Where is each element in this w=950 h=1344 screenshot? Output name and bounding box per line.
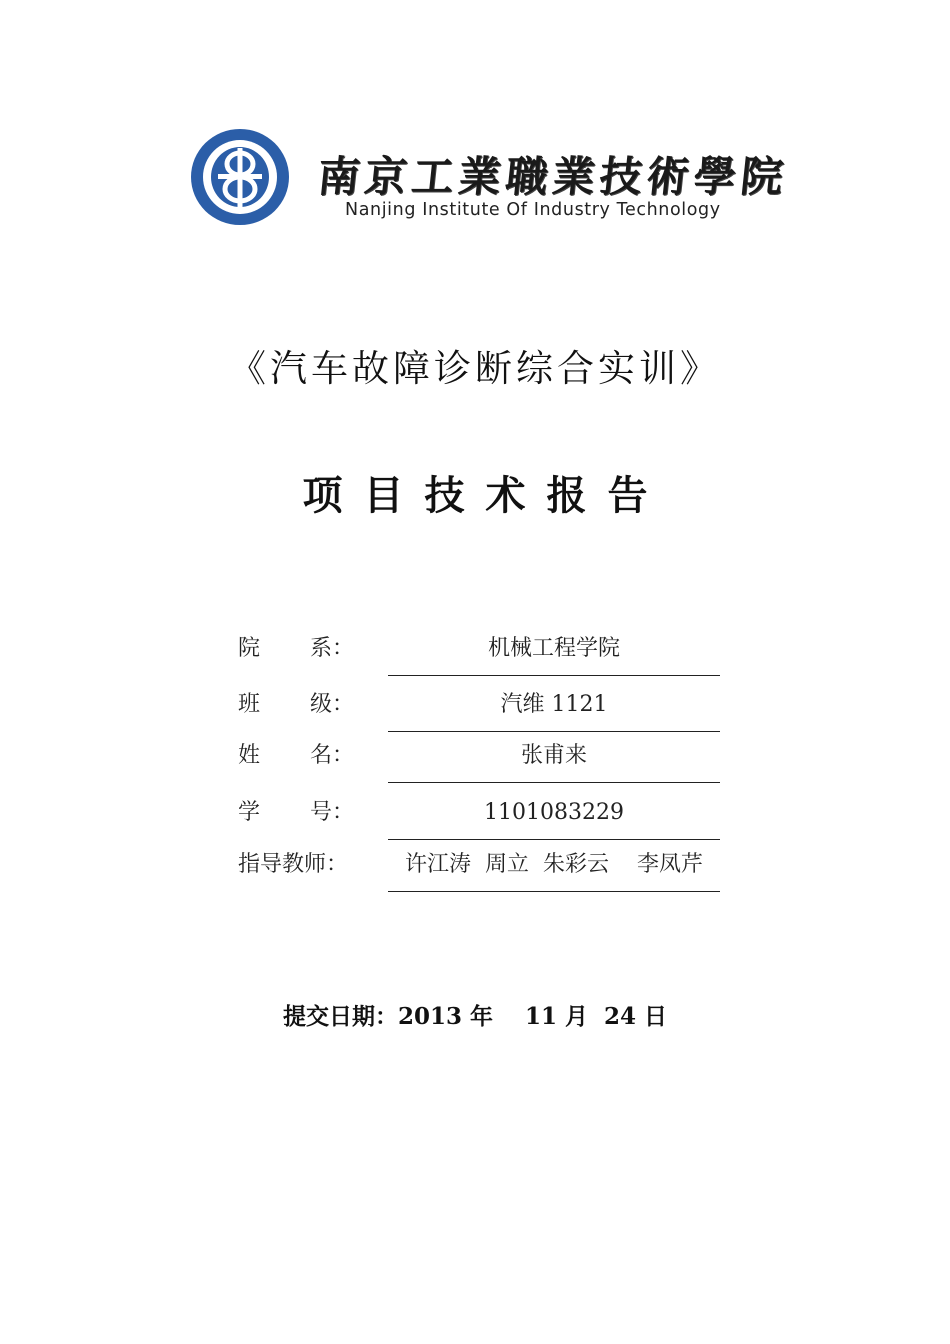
class-value: 汽维 1121	[388, 679, 720, 732]
department-value: 机械工程学院	[388, 623, 720, 676]
info-row-name: 姓 名： 张甫来	[238, 731, 720, 783]
submit-date: 提交日期：2013 年 11 月 24 日	[282, 1003, 668, 1030]
name-value: 张甫来	[388, 730, 720, 783]
info-row-class: 班 级： 汽维 1121	[238, 680, 720, 732]
student-id-value: 1101083229	[388, 787, 720, 840]
school-name-english: Nanjing Institute Of Industry Technology	[345, 200, 721, 220]
info-row-student-id: 学 号： 1101083229	[238, 788, 720, 840]
school-emblem-icon	[190, 128, 290, 226]
course-title: 《汽车故障诊断综合实训》	[229, 347, 721, 390]
advisors-value: 许江涛 周立 朱彩云 李凤芹	[388, 839, 720, 892]
info-row-department: 院 系： 机械工程学院	[238, 624, 720, 676]
info-row-advisors	[238, 840, 720, 892]
advisors-label: 指导教师：	[238, 852, 349, 877]
report-title: 项目技术报告	[302, 473, 669, 519]
school-name-chinese: 南京工業職業技術學院	[315, 152, 791, 201]
school-logo	[190, 128, 791, 228]
